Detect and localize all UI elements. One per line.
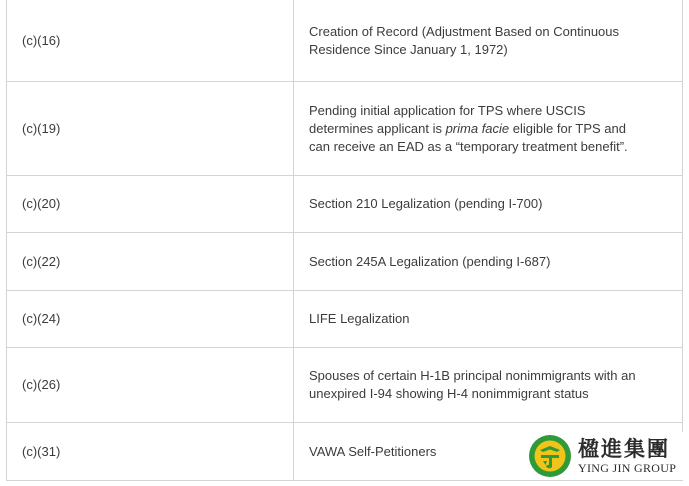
table-row [7, 291, 683, 348]
table-row [7, 0, 683, 82]
category-code: (c)(31) [7, 423, 294, 481]
category-code: (c)(26) [7, 348, 294, 423]
category-description: Spouses of certain H-1B principal nonimmigrants with an unexpired I-94 showing H-4 nonimmigrant status [294, 348, 683, 423]
category-code: (c)(20) [7, 176, 294, 233]
logo-chinese-name: 楹進集團 [578, 436, 670, 461]
category-description: Creation of Record (Adjustment Based on Continuous Residence Since January 1, 1972) [294, 0, 683, 82]
description-text: Pending initial application for TPS where USCIS determines applicant is [309, 102, 586, 136]
company-logo [528, 432, 684, 480]
category-description [294, 82, 683, 176]
table-row [7, 233, 683, 291]
category-code: (c)(24) [7, 291, 294, 348]
category-description: VAWA Self-Petitioners [294, 423, 683, 481]
description-text: eligible for TPS and can receive an EAD as a “temporary treatment benefit”. [309, 120, 628, 154]
yj-emblem-icon [528, 434, 572, 478]
description-italic-text: prima facie [445, 120, 510, 136]
table-row [7, 82, 683, 176]
category-code: (c)(19) [7, 82, 294, 176]
category-code: (c)(22) [7, 233, 294, 291]
table-row [7, 176, 683, 233]
category-description: Section 210 Legalization (pending I-700) [294, 176, 683, 233]
category-description: LIFE Legalization [294, 291, 683, 348]
eligibility-codes-table [6, 0, 683, 481]
category-description: Section 245A Legalization (pending I-687) [294, 233, 683, 291]
table-row [7, 348, 683, 423]
logo-english-name: YING JIN GROUP [578, 461, 677, 475]
category-code: (c)(16) [7, 0, 294, 82]
